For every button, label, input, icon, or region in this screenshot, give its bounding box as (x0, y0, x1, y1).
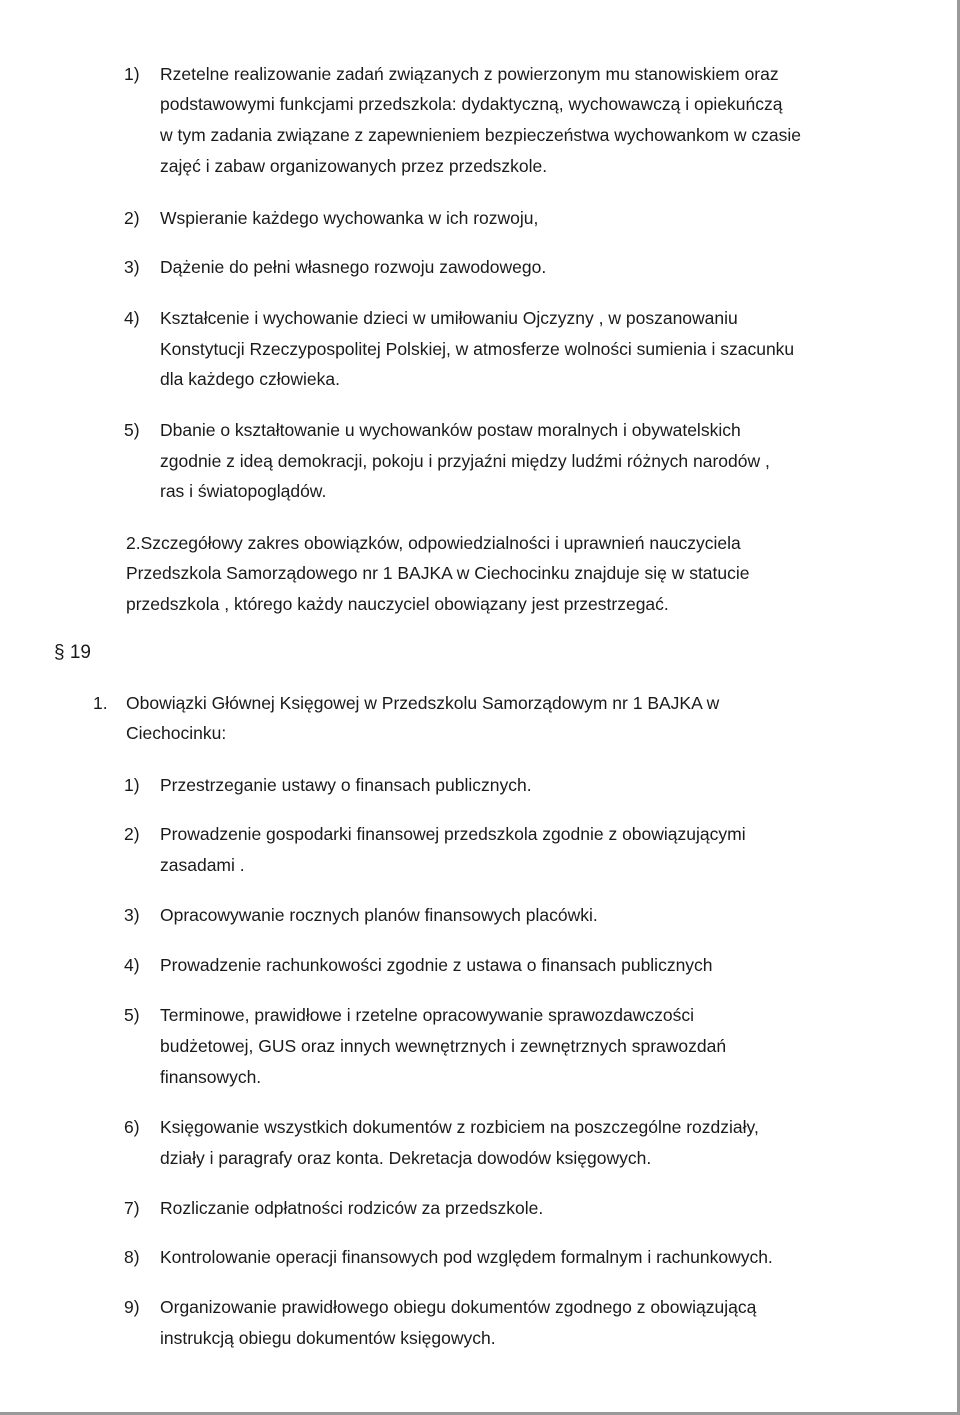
list-item-text: Kształcenie i wychowanie dzieci w umiłowaniu Ojczyzny , w poszanowaniu (160, 308, 738, 328)
list-item-number: 7) (124, 1198, 140, 1218)
list-item-text: Przestrzeganie ustawy o finansach publicznych. (160, 775, 532, 795)
list-item-text: Prowadzenie gospodarki finansowej przedszkola zgodnie z obowiązującymi (160, 824, 746, 844)
list-item-text: Dążenie do pełni własnego rozwoju zawodowego. (160, 257, 547, 277)
list-item-text: w tym zadania związane z zapewnieniem bezpieczeństwa wychowankom w czasie (160, 125, 801, 145)
list-item-number: 5) (124, 1005, 140, 1025)
list-item-text: Opracowywanie rocznych planów finansowych placówki. (160, 905, 598, 925)
list-item-text: Dbanie o kształtowanie u wychowanków postaw moralnych i obywatelskich (160, 420, 741, 440)
list-item-number: 3) (124, 257, 140, 277)
list-item-text: zgodnie z ideą demokracji, pokoju i przyjaźni między ludźmi różnych narodów , (160, 451, 770, 471)
list-item-number: 8) (124, 1247, 140, 1267)
list-item-number: 1) (124, 64, 140, 84)
list-item-text: podstawowymi funkcjami przedszkola: dydaktyczną, wychowawczą i opiekuńczą (160, 94, 783, 114)
paragraph-text: przedszkola , którego każdy nauczyciel obowiązany jest przestrzegać. (126, 594, 669, 614)
list-item-number: 2) (124, 208, 140, 228)
paragraph-text: Przedszkola Samorządowego nr 1 BAJKA w Ciechocinku znajduje się w statucie (126, 563, 750, 583)
list-item-text: budżetowej, GUS oraz innych wewnętrznych i zewnętrznych sprawozdań (160, 1036, 727, 1056)
list-item-text: instrukcją obiegu dokumentów księgowych. (160, 1328, 496, 1348)
list-item-text: Organizowanie prawidłowego obiegu dokumentów zgodnego z obowiązującą (160, 1297, 757, 1317)
list-item-text: dla każdego człowieka. (160, 369, 340, 389)
list-item-text: Rzetelne realizowanie zadań związanych z powierzonym mu stanowiskiem oraz (160, 64, 779, 84)
paragraph-text: 2.Szczegółowy zakres obowiązków, odpowiedzialności i uprawnień nauczyciela (126, 533, 741, 553)
list-item-number: 9) (124, 1297, 140, 1317)
heading-number: 1. (93, 693, 108, 713)
list-item-number: 1) (124, 775, 140, 795)
list-item-number: 4) (124, 308, 140, 328)
list-item-text: Wspieranie każdego wychowanka w ich rozwoju, (160, 208, 539, 228)
list-item-number: 6) (124, 1117, 140, 1137)
list-item-text: Konstytucji Rzeczypospolitej Polskiej, w atmosferze wolności sumienia i szacunku (160, 339, 795, 359)
list-item-text: ras i światopoglądów. (160, 481, 327, 501)
list-item-number: 3) (124, 905, 140, 925)
list-item-text: działy i paragrafy oraz konta. Dekretacja dowodów księgowych. (160, 1148, 652, 1168)
list-item-text: Kontrolowanie operacji finansowych pod względem formalnym i rachunkowych. (160, 1247, 773, 1267)
list-item-text: Terminowe, prawidłowe i rzetelne opracowywanie sprawozdawczości (160, 1005, 694, 1025)
heading-text: Obowiązki Głównej Księgowej w Przedszkolu Samorządowym nr 1 BAJKA w (126, 693, 720, 713)
list-item-text: Rozliczanie odpłatności rodziców za przedszkole. (160, 1198, 544, 1218)
list-item-text: zajęć i zabaw organizowanych przez przedszkole. (160, 156, 548, 176)
list-item-number: 4) (124, 955, 140, 975)
list-item-text: finansowych. (160, 1067, 262, 1087)
list-item-number: 5) (124, 420, 140, 440)
heading-text: Ciechocinku: (126, 723, 227, 743)
section-heading: § 19 (54, 642, 91, 663)
list-item-text: Prowadzenie rachunkowości zgodnie z ustawa o finansach publicznych (160, 955, 713, 975)
list-item-number: 2) (124, 824, 140, 844)
list-item-text: zasadami . (160, 855, 245, 875)
list-item-text: Księgowanie wszystkich dokumentów z rozbiciem na poszczególne rozdziały, (160, 1117, 759, 1137)
